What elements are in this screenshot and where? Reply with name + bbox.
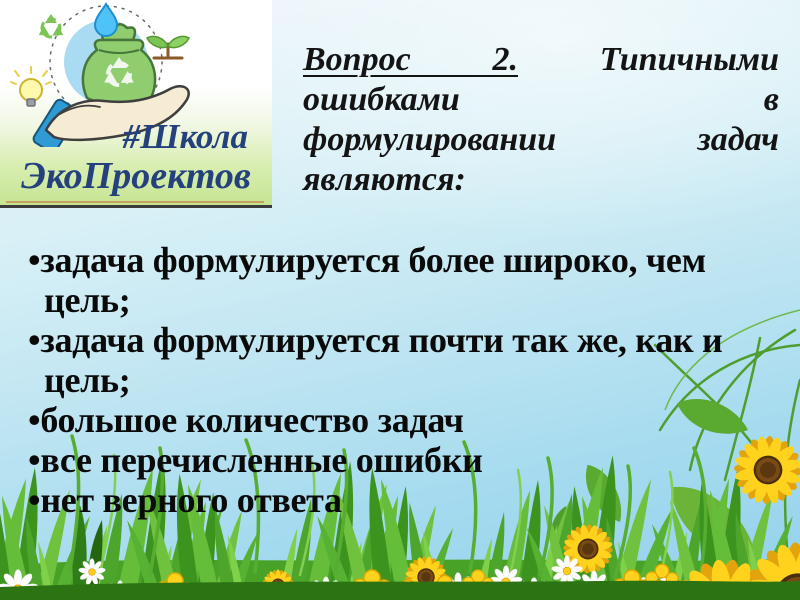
bullet-marker: • xyxy=(28,400,41,440)
recycle-arrows-icon xyxy=(36,14,66,40)
bullet-text: нет верного ответа xyxy=(40,480,342,520)
bullet-item xyxy=(28,440,760,480)
title-line1-rest: Типичными xyxy=(599,41,779,78)
bullet-list xyxy=(28,240,760,520)
bullet-text: задача формулируется почти так же, как и цель; xyxy=(40,320,723,400)
title-question-label: Вопрос 2. xyxy=(303,41,518,78)
bullet-text: все перечисленные ошибки xyxy=(40,440,483,480)
sprout-icon xyxy=(147,36,189,58)
title-line-4: являются: xyxy=(303,161,466,198)
logo-hashtag-text: #Школа xyxy=(122,117,248,156)
bullet-marker: • xyxy=(28,480,41,520)
bullet-marker: • xyxy=(28,320,41,360)
bullet-marker: • xyxy=(28,240,41,280)
lightbulb-icon xyxy=(11,67,51,106)
bullet-marker: • xyxy=(28,440,41,480)
title-line-1 xyxy=(303,40,779,80)
logo-underline xyxy=(6,201,264,203)
bullet-text: большое количество задач xyxy=(40,400,464,440)
title-line-2: ошибками в xyxy=(303,81,779,118)
bullet-item xyxy=(28,480,760,520)
bullet-item xyxy=(28,240,760,320)
logo-name-text: ЭкоПроектов xyxy=(21,155,251,197)
bullet-text: задача формулируется более широко, чем цель; xyxy=(40,240,706,320)
bullet-item xyxy=(28,320,760,400)
logo-card xyxy=(0,0,272,208)
bullet-item xyxy=(28,400,760,440)
slide-title xyxy=(303,40,779,200)
water-drop-icon xyxy=(95,4,117,36)
title-line-3: формулировании задач xyxy=(303,121,779,158)
